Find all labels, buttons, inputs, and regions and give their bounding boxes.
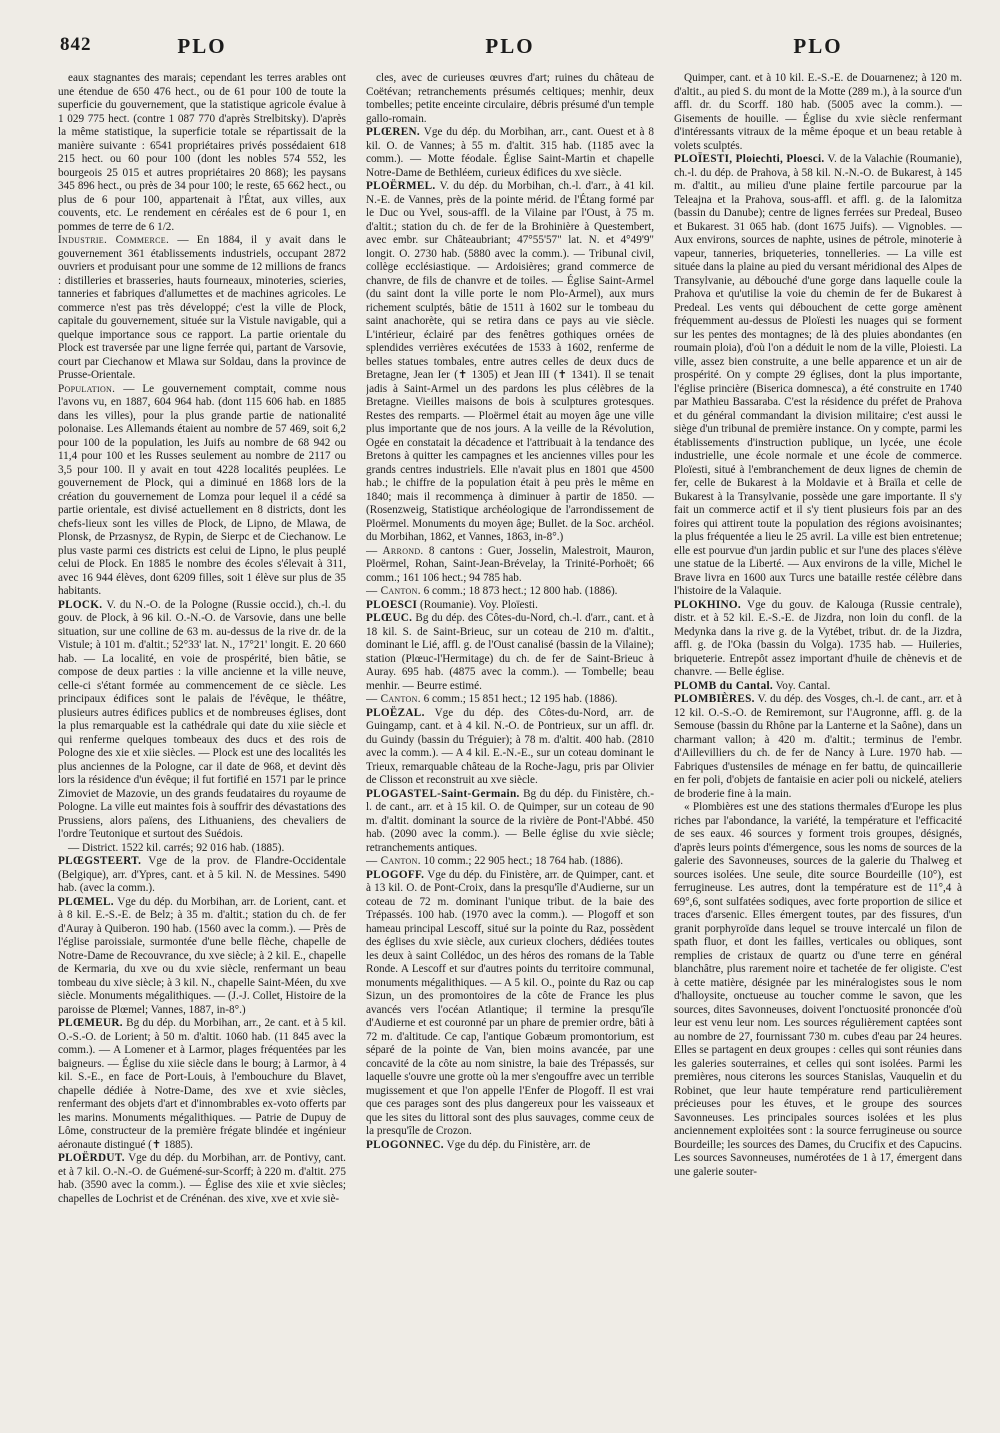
entry-headword: PLOESCI [366, 598, 418, 611]
entry-text: Vge du dép. du Morbihan, arr., cant. Ouest et à 8 kil. O. de Vannes; à 55 m. d'altit. 315 hab. (1185 avec la comm.). — Motte féodale. Église Saint-Martin et chapelle Notre-Dame de Bethléem, curieux édifices du xve siècle. [366, 126, 654, 179]
text-column-middle [366, 72, 654, 1417]
entry-text: Vge du gouv. de Kalouga (Russie centrale), distr. et à 52 kil. E.-S.-E. de Jizdra, non loin du confl. de la Medynka dans la rive g. de la Vytébet, tribut. dr. de la Jizdra, affl. g. de l'Oka (bassin du Volga). 1735 hab. — Huileries, briqueterie. Entrepôt assez important d'huile de chènevis et de chanvre. — Belle église. [674, 598, 962, 678]
dictionary-entry [674, 599, 962, 680]
entry-text: Vge du dép. des Côtes-du-Nord, arr. de Guingamp, cant. et à 4 kil. N.-O. de Pontrieux, sur un affl. dr. du Guindy (bassin du Tréguier); à 78 m. d'altit. 400 hab. (2810 avec la comm.). — A 4 kil. E.-N.-E., sur un coteau dominant le Trieux, remarquable château de la Roche-Jagu, pris par Olivier de Clisson et reconstruit au xve siècle. [366, 706, 654, 786]
running-head-left: PLO [177, 34, 227, 58]
entry-headword: PLOMBIÈRES. [674, 693, 755, 705]
dictionary-entry [674, 680, 962, 694]
entry-headword: PLOMB du Cantal. [674, 679, 773, 692]
dictionary-entry [366, 180, 654, 545]
entry-text: Bg du dép. du Morbihan, arr., 2e cant. et à 5 kil. O.-S.-O. de Lorient; à 50 m. d'altit. 1060 hab. (11 845 avec la comm.). — A Lomener et à Larmor, plages fréquentées par les baigneurs. — Église du xiie siècle dans le bourg; à Larmor, à 4 kil. S.-E., en face de Port-Louis, à l'embouchure du Blavet, chapelle dédiée à Notre-Dame, des xve et xvie siècles, renfermant des objets d'art et d'innombrables ex-voto offerts par les marins. Monuments mégalithiques. — Patrie de Dupuy de Lôme, constructeur de la première frégate blindée et ingénieur aéronaute distingué (✝ 1885). [58, 1017, 346, 1151]
entry-text: Vge du dép. du Morbihan, arr. de Lorient, cant. et à 8 kil. E.-S.-E. de Belz; à 35 m. d'altit.; station du ch. de fer d'Auray à Quiberon. 190 hab. (1560 avec la comm.). — Près de l'église paroissiale, surmontée d'une belle flèche, chapelle de Notre-Dame de Recouvrance, du xve siècle; à 2 kil. E., chapelle de Kermaria, du xve ou du xvie siècle, renfermant un beau tombeau du xive siècle; à 3 kil. N., chapelle Saint-Méen, du xve siècle. Monuments mégalithiques. — (J.-J. Collet, Histoire de la paroisse de Plœmel; Vannes, 1887, in-8°.) [58, 895, 346, 1016]
entry-text: Vge du dép. du Morbihan, arr. de Pontivy, cant. et à 7 kil. O.-N.-O. de Guémené-sur-Scorff; à 220 m. d'altit. 275 hab. (3590 avec la comm.). — Église des xiie et xvie siècles; chapelles de Lochrist et de Crénénan. des xive, xve et xvie siè- [58, 1152, 346, 1205]
entry-headword: — Canton. [366, 585, 421, 597]
entry-headword: PLOÏESTI, Ploiechti, Ploesci. [674, 153, 825, 165]
dictionary-entry [58, 599, 346, 842]
entry-headword: PLOKHINO. [674, 598, 742, 611]
entry-headword: PLOËRMEL. [366, 180, 436, 192]
entry-headword: PLŒMEL. [58, 895, 114, 908]
entry-text: Voy. Cantal. [775, 679, 831, 692]
running-head [58, 34, 962, 62]
dictionary-entry [58, 234, 346, 383]
entry-text: V. de la Valachie (Roumanie), ch.-l. du dép. de Prahova, à 58 kil. N.-N.-O. de Bukarest, à 145 m. d'altit., au milieu d'une plaine fertile parcourue par la Teleajna et la Prahova, sous-affl. et affl. g. de la Ialomitza (bassin du Danube); centre de lignes ferrées sur Predeal, Buseo et Bukarest. 31 065 hab. (dont 1675 Juifs). — Vignobles. — Aux environs, sources de naphte, usines de pétrole, minoterie à vapeur, tanneries, briqueteries, tonnelleries. — La ville est située dans la plaine au pied du versant méridional des Alpes de Transylvanie, au débouché d'une gorge dans laquelle coule la Prahova et qu'utilise la voie du chemin de fer de Bukarest à Predeal. Les vents qui débouchent de cette gorge amènent fréquemment au-dessus de Ploïesti les nuages qui se forment sur les pentes des montagnes; de là des pluies abondantes (en roumain ploia), d'où l'on a déduit le nom de la ville, Ploiesti. La ville, assez bien construite, a une belle apparence et un air de prospérité. On y compte 29 églises, dont la plus importante, l'église princière (Biserica domnesca), a été construite en 1740 par Mathieu Bassaraba. C'est la résidence du préfet de Prahova et du général commandant la division militaire; c'est aussi le siège d'un tribunal de première instance. On y compte, parmi les établissements d'instruction publique, un lycée, une école industrielle, une école normale et une école de commerce. Ploïesti, situé à l'embranchement de deux lignes de chemin de fer, celle de Bukarest à la Moldavie et à Braïla et celle de Bukarest à la Transylvanie, possède une gare importante. Il s'y fait un commerce actif et il s'y tient plusieurs fois par an des foires qui attirent toute la population des régions avoisinantes; la plus fréquentée a lieu le 25 avril. La ville est bien entretenue; elle est pourvue d'un jardin public et sur l'une des places s'élève une statue de la Liberté. — Aux environs de la ville, Michel le Brave livra en 1600 aux Turcs une bataille restée célèbre dans l'histoire de la Valaquie. [674, 153, 962, 597]
entry-headword: — Arrond. [366, 544, 424, 557]
dictionary-entry [366, 585, 654, 599]
dictionary-entry [366, 1139, 654, 1153]
continuation-paragraph [674, 72, 962, 153]
entry-headword: PLOGONNEC. [366, 1138, 444, 1151]
entry-text: V. du dép. des Vosges, ch.-l. de cant., arr. et à 12 kil. O.-S.-O. de Remiremont, sur l'Augronne, affl. g. de la Semouse (bassin du Rhône par la Lanterne et la Saône), dans un charmant vallon; à 420 m. d'altit.; terminus de l'embr. d'Aillevilliers du ch. de fer de Nancy à Lure. 1970 hab. — Fabriques d'ustensiles de ménage en fer battu, de quincaillerie en fer poli, d'objets de fantaisie en acier poli ou nickelé, ateliers de broderie fine à la main. [674, 693, 962, 800]
dictionary-entry [366, 788, 654, 856]
entry-text: Vge du dép. du Finistère, arr. de [446, 1138, 591, 1151]
entry-headword: Population. [58, 382, 116, 395]
dictionary-entry [366, 855, 654, 869]
entry-headword: PLOËRDUT. [58, 1152, 125, 1164]
dictionary-entry [674, 693, 962, 801]
continuation-paragraph [58, 72, 346, 234]
dictionary-entry [366, 545, 654, 586]
continuation-paragraph [674, 801, 962, 1179]
dictionary-entry [366, 599, 654, 613]
running-head-right: PLO [793, 34, 843, 58]
entry-text: V. du dép. du Morbihan, ch.-l. d'arr., à 41 kil. N.-E. de Vannes, près de la pointe mérid. de l'Étang formé par le Duc ou Yvel, sous-affl. de la Vilaine par l'Oust, à 75 m. d'altit.; station du ch. de fer de la Brohinière à Questembert, avec embr. sur Châteaubriant; 47°55'57" lat. N. et 4°49'9" longit. O. 2730 hab. (5880 avec la comm.). — Tribunal civil, collège ecclésiastique. — Ardoisières; grand commerce de chanvre, de fils de chanvre et de toiles. — Église Saint-Armel (du saint dont la ville porte le nom Plo-Armel), aux murs richement sculptés, bâtie de 1511 à 1602 sur le tombeau du saint anachorète, qui se retira dans ce pays au vie siècle. L'intérieur, éclairé par des fenêtres gothiques ornées de splendides verrières exécutées de 1533 à 1602, renferme de belles statues tombales, entre autres celles de deux ducs de Bretagne, Jean Ier (✝ 1305) et Jean III (✝ 1341). Il se tenait jadis à Saint-Armel un des pardons les plus célèbres de la Bretagne. Vieilles maisons de bois à sculptures grotesques. Restes des remparts. — Ploërmel était au moyen âge une ville plus importante que de nos jours. A la veille de la Révolution, Ogée en constatait la décadence et l'attribuait à la tendance des Bretons à quitter les campagnes et les anciennes villes pour les grands centres industriels. Elle n'avait plus en 1801 que 4500 hab.; le chiffre de la population était à peu près le même en 1840; mais il recommença à diminuer à partir de 1850. — (Rosenzweig, Statistique archéologique de l'arrondissement de Ploërmel. Monuments du moyen âge; Bullet. de la Soc. archéol. du Morbihan, 1862, et Vannes, 1863, in-8°.) [366, 180, 654, 543]
entry-text: — District. 1522 kil. carrés; 92 016 hab. (1885). [68, 841, 285, 854]
entry-headword: PLŒREN. [366, 126, 421, 138]
entry-text: 6 comm.; 15 851 hect.; 12 195 hab. (1886). [423, 693, 618, 705]
entry-headword: PLŒMEUR. [58, 1017, 123, 1029]
entry-text: 6 comm.; 18 873 hect.; 12 800 hab. (1886). [423, 585, 618, 597]
entry-text: V. du N.-O. de la Pologne (Russie occid.), ch.-l. du gouv. de Plock, à 96 kil. O.-N.-O. de Varsovie, dans une belle situation, sur une colline de 63 m. au-dessus de la rive dr. de la Vistule; à 101 m. d'altit.; 52°33' lat. N., 17°21' longit. E. 20 660 hab. — La localité, en voie de prospérité, bien bâtie, se compose de deux parties : la ville ancienne et la ville neuve, celle-ci s'étant formée au commencement de ce siècle. Les principaux édifices sont le palais de l'évêque, le théâtre, plusieurs autres édifices publics et de nombreuses églises, dont la plus remarquable est la cathédrale qui date du xiie siècle et qui renferme quelques tombeaux des ducs et des rois de Pologne des xie et xiie siècles. — Plock est une des localités les plus anciennes de la Pologne, car il date de 968, et devint dès lors la résidence d'un évêque; il fut fortifié en 1571 par le prince Zimoviet de Mazovie, un des grands feudataires du royaume de Pologne. La ville eut maintes fois à souffrir des dévastations des Prussiens, alors païens, des Lithuaniens, des chevaliers de l'ordre Teutonique et surtout des Suédois. [58, 598, 346, 840]
entry-text: — Le gouvernement comptait, comme nous l'avons vu, en 1887, 604 964 hab. (dont 115 606 hab. en 1885 dans les villes), pour la plus grande partie de nationalité polonaise. Les Allemands étaient au nombre de 57 469, soit 6,2 pour 100 de la population, les Juifs au nombre de 68 942 ou 11,4 pour 100 et les Russes seulement au nombre de 2117 ou 3,5 pour 100. Il y avait en tout 4228 localités peuplées. Le gouvernement de Plock, qui a diminué en 1868 lors de la création du gouvernement de Lomza pour lequel il a cédé sa partie orientale, est divisé actuellement en 8 districts, dont les chefs-lieux sont les villes de Plock, de Lipno, de Mlawa, de Plonsk, de Przasnysz, de Rypin, de Sierpc et de Ciechanow. Le plus vaste parmi ces districts est celui de Lipno, le plus peuplé celui de Plock. En 1885 le nombre des écoles s'élevait à 311, avec 16 944 élèves, dont 6209 filles, soit 1 élève sur plus de 35 habitants. [58, 382, 346, 597]
entry-text: Quimper, cant. et à 10 kil. E.-S.-E. de Douarnenez; à 120 m. d'altit., au pied S. du mont de la Motte (289 m.), à la source d'un affl. dr. du Scorff. 180 hab. (5005 avec la comm.). — Gisements de houille. — Église du xvie siècle renfermant d'intéressants vitraux de la même époque et un beau retable à volets sculptés. [674, 72, 962, 152]
dictionary-entry [366, 126, 654, 180]
entry-text: « Plombières est une des stations thermales d'Europe les plus riches par l'abondance, la variété, la température et l'efficacité de ses eaux. 46 sources y forment trois groupes, désignés, d'après leurs points d'émergence, sous les noms de sources de la galerie des Savonneuses, sources de la galerie du Thalweg et sources isolées. Une seule, dite source Bourdeille (10°), est ferrugineuse. Les autres, dont la température est de 11°,4 à 69°,6, sont sulfatées sodiques, avec forte proportion de silice et traces d'arsenic. Elles émergent toutes, par des fissures, d'un granit porphyroïde dans lequel se trouve intercalé un filon de spath fluor, et dont les failles, verticales ou obliques, sont remplies de cristaux de quartz ou d'une terre en général blanchâtre, plus rarement noire et tachetée de fer oligiste. C'est à cette matière, désignée par les minéralogistes sous le nom d'halloysite, onctueuse au toucher comme le savon, que les sources, dites Savonneuses, doivent l'onctuosité prononcée d'où leur est venu leur nom. Les sources régulièrement captées sont au nombre de 27, fournissant 730 m. cubes d'eau par 24 heures. Elles se partagent en deux groupes : celles qui sont réunies dans les galeries souterraines, et celles qui sont isolées. Parmi les premières, nous citerons les sources Stanislas, Vauquelin et du Robinet, que leur haute température rend particulièrement précieuses pour les étuves, et le groupe des sources Savonneuses. Les principales sources isolées et les plus anciennement exploitées sont : la source ferrugineuse ou source Bourdeille; les sources des Dames, du Crucifix et des Capucins. Les sources Savonneuses, numérotées de 1 à 17, émergent dans une galerie souter- [674, 801, 962, 1178]
entry-headword: Industrie. Commerce. [58, 234, 170, 246]
dictionary-entry [58, 1152, 346, 1206]
entry-text: Bg du dép. du Finistère, ch.-l. de cant., arr. et à 15 kil. O. de Quimper, sur un coteau de 90 m. d'altit. dominant la source de la rivière de Pont-l'Abbé. 450 hab. (2090 avec la comm.). — Belle église du xvie siècle; retranchements antiques. [366, 787, 654, 854]
continuation-paragraph [366, 72, 654, 126]
entry-text: (Roumanie). Voy. Ploïesti. [420, 598, 538, 611]
entry-text: Vge du dép. du Finistère, arr. de Quimper, cant. et à 13 kil. O. de Pont-Croix, dans la presqu'île d'Audierne, sur un coteau de 72 m. dominant l'unique tribut. de la baie des Trépassés. 100 hab. (1970 avec la comm.). — Plogoff et son hameau principal Lescoff, situé sur la pointe du Raz, possèdent des églises du xvie siècle, aux curieux clochers, dédiées toutes les deux à saint Collédoc, un des héros des romans de la Table Ronde. A Lescoff et sur d'autres points du territoire communal, monuments mégalithiques. — A 5 kil. O., pointe du Raz ou cap Sizun, un des promontoires de la côte de France les plus avancés vers l'océan Atlantique; il termine la presqu'île d'Audierne et est couronné par un phare de premier ordre, bâti à 72 m. d'altitude. Ce cap, l'antique Gobæum promontorium, est séparé de la pointe de Van, bien moins avancée, par une concavité de la côte au nom sinistre, la baie des Trépassés, sur laquelle s'ouvre une grotte où la mer s'engouffre avec un terrible mugissement et que l'on appelle l'Enfer de Plogoff. Il est vrai que ces parages sont des plus dangereux pour les vaisseaux et que les sites du littoral sont des plus sauvages, comme ceux de la presqu'île de Crozon. [366, 868, 654, 1137]
entry-headword: PLOGOFF. [366, 868, 425, 881]
text-column-right [674, 72, 962, 1417]
continuation-paragraph [58, 842, 346, 856]
running-head-center: PLO [485, 34, 535, 58]
entry-headword: — Canton. [366, 693, 421, 705]
dictionary-entry [366, 693, 654, 707]
dictionary-entry [366, 869, 654, 1139]
page-number: 842 [60, 34, 92, 55]
dictionary-entry [674, 153, 962, 599]
dictionary-entry [366, 707, 654, 788]
dictionary-entry [366, 612, 654, 693]
entry-headword: PLŒGSTEERT. [58, 855, 142, 867]
entry-text: cles, avec de curieuses œuvres d'art; ruines du château de Coëtévan; retranchements présumés celtiques; menhir, deux tombelles; petite enceinte circulaire, débris présumé d'un temple gallo-romain. [366, 72, 654, 125]
dictionary-entry [58, 855, 346, 896]
entry-text: — En 1884, il y avait dans le gouvernement 361 établissements industriels, occupant 2872 ouvriers et produisant pour une somme de 12 millions de francs : distilleries et brasseries, hauts fourneaux, minoteries, scieries, tanneries et fabriques d'allumettes et de machines agricoles. Le commerce n'est pas très développé; c'est la ville de Plock, capitale du gouvernement, située sur la Vistule navigable, qui a quelque importance sous ce rapport. La partie orientale du Plock est traversée par une ligne ferrée qui, partant de Varsovie, court par Ciechanow et Mlawa sur Soldau, dans la province de Prusse-Orientale. [58, 234, 346, 381]
entry-text: Bg du dép. des Côtes-du-Nord, ch.-l. d'arr., cant. et à 18 kil. S. de Saint-Brieuc, sur un coteau de 210 m. d'altit., dominant le Lié, affl. g. de l'Oust canalisé (bassin de la Vilaine); station (Plœuc-l'Hermitage) du ch. de fer de Saint-Brieuc à Auray. 695 hab. (4875 avec la comm.). — Tombelle; beau menhir. — Beurre estimé. [366, 612, 654, 692]
dictionary-entry [58, 1017, 346, 1152]
text-columns [58, 72, 962, 1417]
entry-text: Vge de la prov. de Flandre-Occidentale (Belgique), arr. d'Ypres, cant. et à 5 kil. N. de Messines. 5490 hab. (avec la comm.). [58, 855, 346, 894]
dictionary-entry [58, 383, 346, 599]
entry-text: 8 cantons : Guer, Josselin, Malestroit, Mauron, Ploërmel, Rohan, Saint-Jean-Brévelay, la Trinité-Porhoët; 66 comm.; 161 106 hect.; 94 785 hab. [366, 544, 654, 584]
entry-headword: — Canton. [366, 855, 421, 867]
entry-text: 10 comm.; 22 905 hect.; 18 764 hab. (1886). [423, 855, 624, 867]
text-column-left [58, 72, 346, 1417]
entry-headword: PLOCK. [58, 598, 103, 611]
entry-headword: PLOGASTEL-Saint-Germain. [366, 787, 520, 800]
entry-headword: PLŒUC. [366, 612, 413, 624]
dictionary-entry [58, 896, 346, 1018]
entry-headword: PLOËZAL. [366, 706, 425, 719]
entry-text: eaux stagnantes des marais; cependant les terres arables ont une étendue de 650 476 hect., ou de 61 pour 100 de toute la superficie du gouvernement, que la statistique agricole évalue à 1 029 775 hect. (contre 1 087 770 d'après Strelbitsky). D'après la même statistique, la superficie totale se répartissait de la manière suivante : 6541 propriétaires privés possédaient 618 215 hect. ou 60 pour 100 (dont les nobles 574 552, les bourgeois 25 015 et autres propriétaires 20 868); les paysans 345 896 hect., ou près de 34 pour 100; le reste, 65 662 hect., ou plus de 6 pour 100, appartenait à l'État, aux villes, aux couvents, etc. Le rendement en céréales est de 6 pour 1, en pommes de terre de 6 1/2. [58, 72, 346, 233]
